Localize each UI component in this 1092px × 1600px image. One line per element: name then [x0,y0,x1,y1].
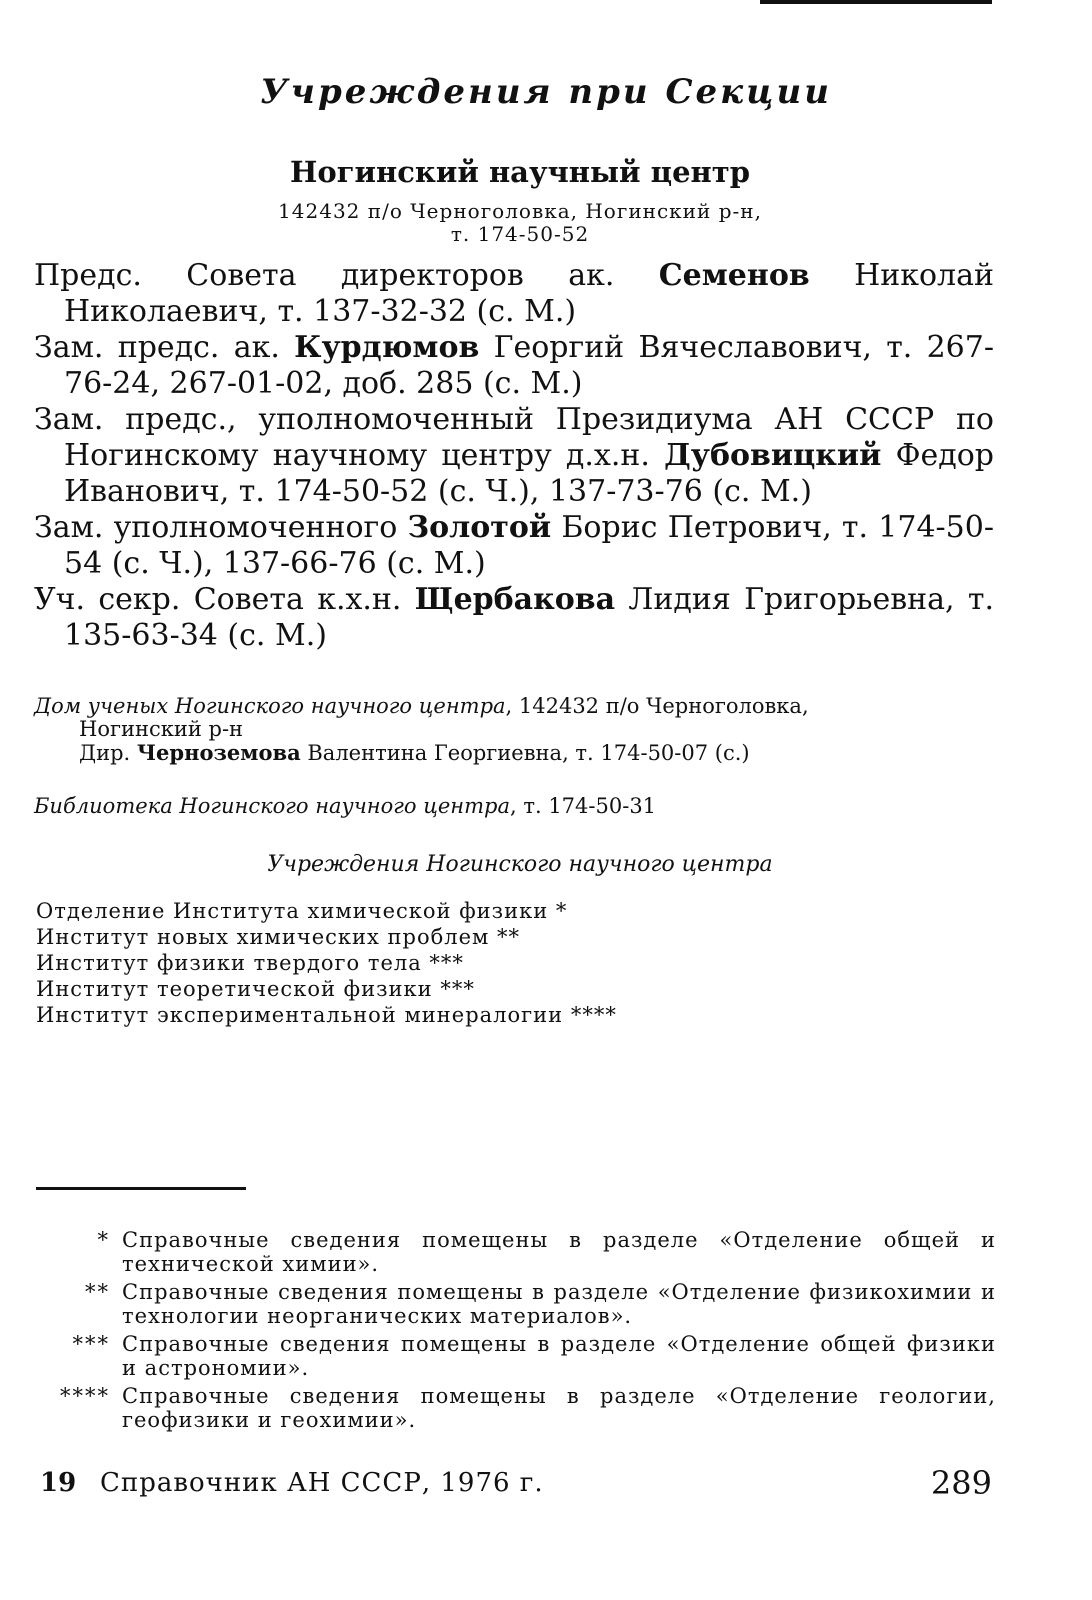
staff-entry [34,582,994,654]
entry-prefix: Предс. Совета директоров ак. [34,258,659,293]
library-phone: , т. 174-50-31 [510,794,657,818]
footnote-text: Справочные сведения помещены в разделе «Отделение геологии, геофизики и геохимии». [122,1384,996,1432]
book-title: Справочник АН СССР, 1976 г. [100,1468,544,1498]
director-suffix: Валентина Георгиевна, т. 174-50-07 (с.) [300,741,750,765]
staff-entry [34,258,994,330]
footnote-text: Справочные сведения помещены в разделе «Отделение общей физики и астрономии». [122,1332,996,1380]
entry-suffix: Федор Иванович, т. 174-50-52 (с. Ч.), 137-73-76 (с. М.) [64,438,994,509]
entry-prefix: Зам. уполномоченного [34,510,408,545]
house-address: , 142432 п/о Черноголовка, [505,694,809,718]
footnote-mark: *** [72,1332,110,1356]
staff-entry [34,330,994,402]
entry-surname: Семенов [658,258,810,293]
library [34,795,999,818]
entry-suffix: Борис Петрович, т. 174-50-54 (с. Ч.), 137-66-76 (с. М.) [64,510,994,581]
house-of-scientists [34,695,999,765]
entry-prefix: Уч. секр. Совета к.х.н. [34,582,415,617]
footnote [30,1384,996,1432]
center-address-line2: т. 174-50-52 [450,222,590,246]
institutions-title: Учреждения Ногинского научного центра [267,852,773,877]
staff-entry [34,510,994,582]
entry-suffix: Георгий Вячеславович, т. 267-76-24, 267-01-02, доб. 285 (с. М.) [64,330,994,401]
entry-suffix: Николай Николаевич, т. 137-32-32 (с. М.) [64,258,994,329]
institution-item: Институт экспериментальной минералогии **** [36,1003,617,1027]
entry-surname: Дубовицкий [664,438,882,473]
footnote-rule [36,1187,246,1190]
entry-surname: Курдюмов [294,330,480,365]
house-district: Ногинский р-н [79,717,244,741]
footnote-text: Справочные сведения помещены в разделе «Отделение общей и технической химии». [122,1228,996,1276]
entry-surname: Щербакова [414,582,616,617]
center-address-line1: 142432 п/о Черноголовка, Ногинский р-н, [278,199,762,223]
staff-entries [34,258,994,654]
institution-item: Отделение Института химической физики * [36,899,568,923]
footnote-text: Справочные сведения помещены в разделе «Отделение физикохимии и технологии неорганических материалов». [122,1280,996,1328]
footnote [30,1280,996,1328]
footnote-mark: **** [60,1384,110,1408]
footnote [30,1332,996,1380]
house-name: Дом ученых Ногинского научного центра [34,694,506,718]
entry-surname: Золотой [407,510,552,545]
footnote-mark: ** [85,1280,110,1304]
institution-item: Институт физики твердого тела *** [36,951,464,975]
entry-prefix: Зам. предс., уполномоченный Президиума АН СССР по Ногинскому научному центру д.х.н. [34,402,994,473]
institution-item: Институт теоретической физики *** [36,977,475,1001]
staff-entry [34,402,994,510]
center-title: Ногинский научный центр [289,155,751,189]
page-number: 289 [930,1464,992,1502]
library-name: Библиотека Ногинского научного центра [34,794,510,818]
institutions-list [36,898,617,1028]
house-director [34,741,999,765]
director-surname: Черноземова [136,740,301,765]
footnote [30,1228,996,1276]
director-prefix: Дир. [79,741,137,765]
entry-prefix: Зам. предс. ак. [34,330,295,365]
institution-item: Институт новых химических проблем ** [36,925,521,949]
footnote-mark: * [97,1228,110,1252]
entry-suffix: Лидия Григорьевна, т. 135-63-34 (с. М.) [64,582,994,653]
top-rule [760,0,992,4]
footnotes [30,1228,996,1436]
signature-number: 19 [40,1468,77,1498]
section-title: Учреждения при Секции [260,72,832,112]
